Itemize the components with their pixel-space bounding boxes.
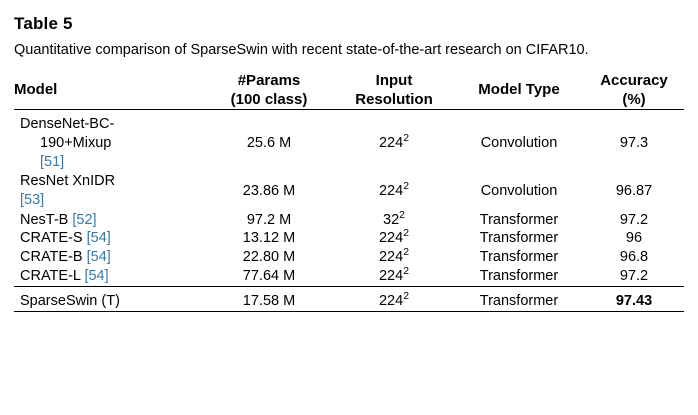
citation-link[interactable]: [54] <box>86 230 111 247</box>
table-row <box>14 267 684 286</box>
header-params-line1: #Params <box>237 71 301 89</box>
header-resolution-line1: Input <box>375 71 413 89</box>
cell-resolution <box>334 292 454 311</box>
cell-params: 25.6 M <box>246 135 292 152</box>
header-params-line2: (100 class) <box>230 90 308 108</box>
cell-resolution <box>334 115 454 172</box>
header-resolution-line2: Resolution <box>355 90 433 108</box>
cell-resolution <box>334 172 454 210</box>
resolution-value: 224 <box>378 249 404 266</box>
cell-model-type: Convolution <box>480 135 558 152</box>
model-line2: 190+Mixup <box>40 135 112 152</box>
table-row <box>14 229 684 248</box>
resolution-exponent: 2 <box>399 209 405 221</box>
resolution-value: 32 <box>383 211 400 228</box>
cell-model <box>14 172 204 210</box>
cell-accuracy: 96.8 <box>619 249 649 266</box>
cell-params: 17.58 M <box>242 292 296 309</box>
table-body <box>14 109 684 316</box>
table-row <box>14 211 684 230</box>
cell-accuracy-best: 97.43 <box>615 292 653 309</box>
resolution-value: 224 <box>378 230 404 247</box>
header-model-type-line1: Model Type <box>478 81 560 99</box>
citation-link[interactable]: [52] <box>72 211 97 228</box>
model-line1: CRATE-L <box>20 268 81 285</box>
resolution-exponent: 2 <box>403 291 409 303</box>
model-line1: DenseNet-BC- <box>20 115 115 132</box>
resolution-value: 224 <box>378 135 404 152</box>
resolution-exponent: 2 <box>403 181 409 193</box>
citation-link[interactable]: [54] <box>84 268 109 285</box>
cell-model <box>14 229 204 248</box>
cell-accuracy: 97.3 <box>619 135 649 152</box>
resolution-exponent: 2 <box>403 228 409 240</box>
cell-model-type: Transformer <box>479 292 559 309</box>
cell-accuracy: 97.2 <box>619 211 649 228</box>
cell-model-type: Transformer <box>479 249 559 266</box>
table-row-highlight <box>14 292 684 311</box>
cell-resolution <box>334 229 454 248</box>
table-header <box>14 71 684 110</box>
resolution-exponent: 2 <box>403 266 409 278</box>
cell-accuracy: 97.2 <box>619 268 649 285</box>
resolution-value: 224 <box>378 292 404 309</box>
table-row <box>14 248 684 267</box>
resolution-value: 224 <box>378 183 404 200</box>
cell-model <box>14 211 204 230</box>
cell-resolution <box>334 267 454 286</box>
resolution-value: 224 <box>378 268 404 285</box>
citation-link[interactable]: [53] <box>20 192 45 209</box>
table-row <box>14 172 684 210</box>
comparison-table <box>14 71 684 317</box>
cell-params: 77.64 M <box>242 268 296 285</box>
model-line1: NesT-B <box>20 211 69 228</box>
cell-model: SparseSwin (T) <box>20 292 120 309</box>
header-accuracy <box>584 71 684 110</box>
header-model <box>14 71 204 110</box>
cell-resolution <box>334 211 454 230</box>
cell-model-type: Convolution <box>480 183 558 200</box>
model-line1: CRATE-S <box>20 230 83 247</box>
cell-resolution <box>334 248 454 267</box>
table-row <box>14 115 684 172</box>
table-top-rule <box>14 71 684 110</box>
citation-link[interactable]: [54] <box>86 249 111 266</box>
header-model-type <box>454 71 584 110</box>
cell-model <box>14 267 204 286</box>
header-accuracy-line2: (%) <box>622 90 646 108</box>
table-caption-text: Quantitative comparison of SparseSwin with recent state-of-the-art research on CIFAR10. <box>14 42 589 58</box>
resolution-exponent: 2 <box>403 247 409 259</box>
model-citation-wrap <box>20 153 204 172</box>
cell-params: 97.2 M <box>246 211 292 228</box>
resolution-exponent: 2 <box>403 133 409 145</box>
citation-link[interactable]: [51] <box>40 154 65 171</box>
cell-params: 23.86 M <box>242 183 296 200</box>
cell-accuracy: 96.87 <box>615 183 653 200</box>
model-line1: CRATE-B <box>20 249 83 266</box>
model-line1: ResNet XnIDR <box>20 173 116 190</box>
header-params <box>204 71 334 110</box>
cell-model-type: Transformer <box>479 268 559 285</box>
header-model-line1: Model <box>14 81 58 99</box>
table-caption-label: Table 5 <box>14 14 73 33</box>
cell-params: 13.12 M <box>242 230 296 247</box>
model-citation-wrap <box>20 191 204 210</box>
cell-model-type: Transformer <box>479 211 559 228</box>
header-resolution <box>334 71 454 110</box>
header-accuracy-line1: Accuracy <box>600 71 668 89</box>
table-bottom-rule <box>14 311 684 317</box>
cell-params: 22.80 M <box>242 249 296 266</box>
cell-model <box>14 115 204 172</box>
cell-model <box>14 248 204 267</box>
cell-accuracy: 96 <box>625 230 643 247</box>
cell-model-type: Transformer <box>479 230 559 247</box>
